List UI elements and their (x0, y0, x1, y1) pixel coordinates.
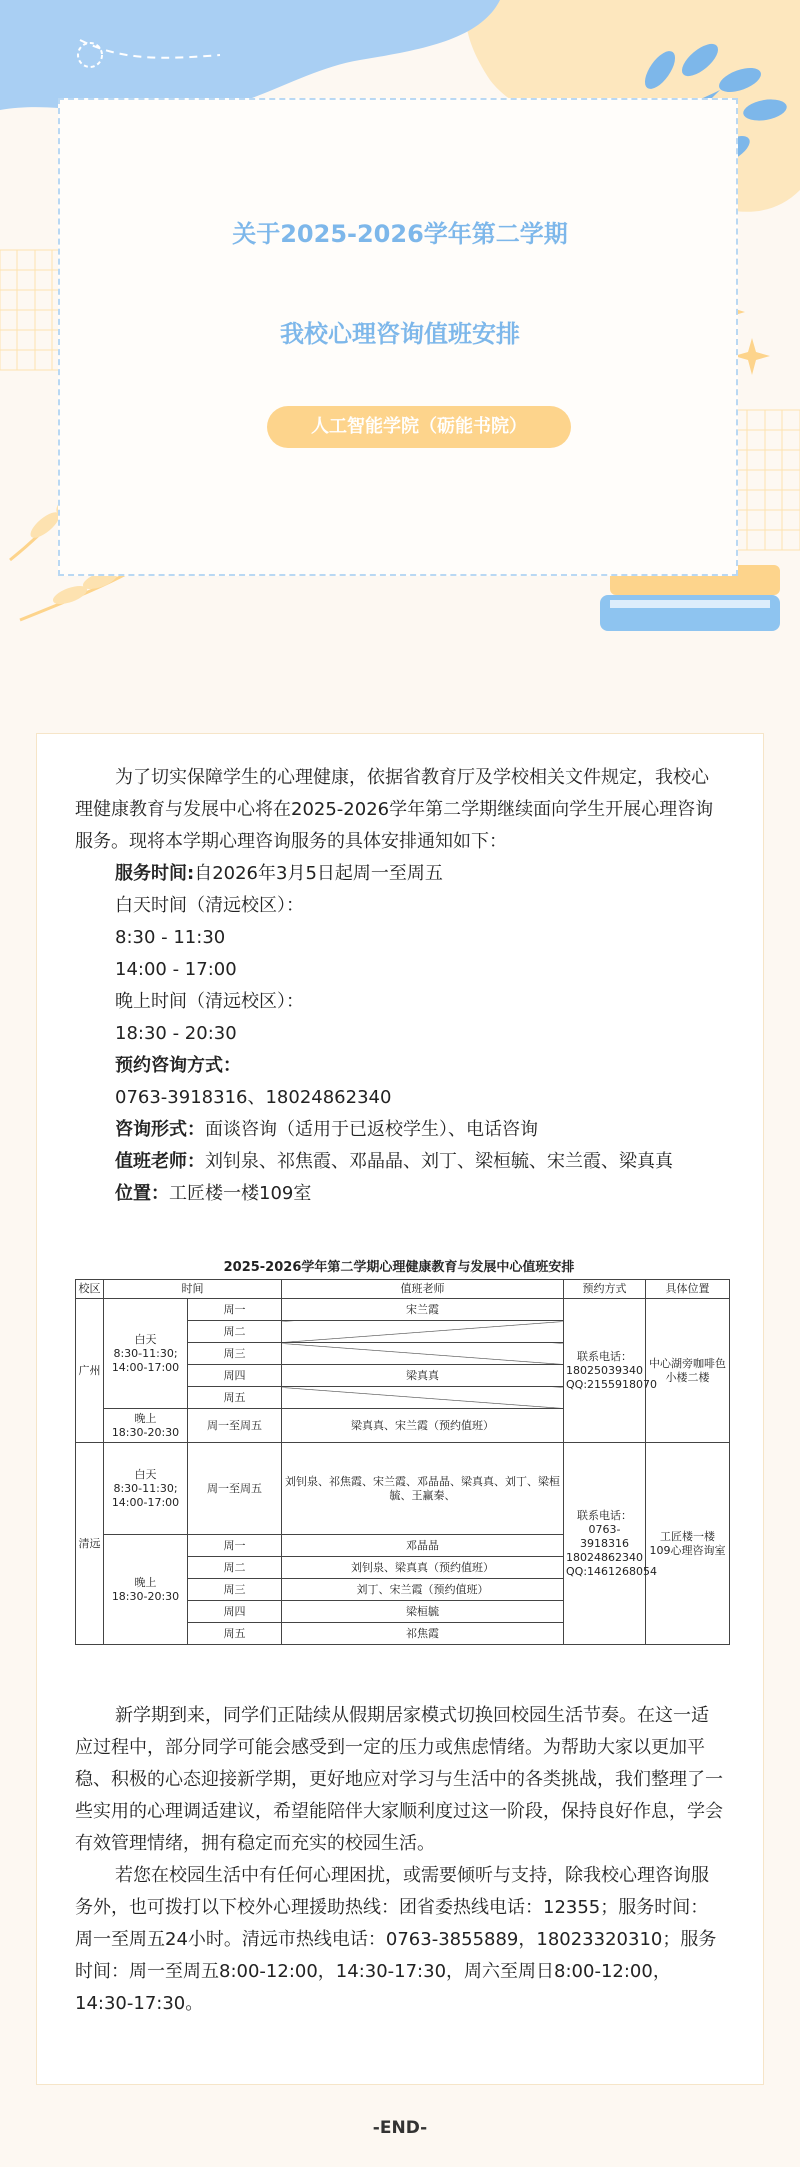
day-time-label: 白天时间（清远校区）： (115, 895, 304, 916)
qy-place: 工匠楼一楼 109心理咨询室 (646, 1443, 730, 1645)
qy-thu-teacher: 梁桓毓 (282, 1601, 564, 1623)
gz-day-time: 白天 8:30-11:30; 14:00-17:00 (104, 1299, 188, 1409)
college-badge: 人工智能学院（砺能书院） (267, 406, 571, 448)
intro-section (75, 762, 723, 1210)
campus-gz: 广州 (76, 1299, 104, 1443)
header-time: 时间 (104, 1280, 282, 1299)
gz-night-teacher: 梁真真、宋兰霞（预约值班） (282, 1409, 564, 1443)
service-time-value: 自2026年3月5日起周一至周五 (194, 863, 443, 884)
gz-mon-teacher: 宋兰霞 (282, 1299, 564, 1321)
gz-wed-empty (282, 1343, 564, 1365)
qy-thu: 周四 (188, 1601, 282, 1623)
gz-place: 中心湖旁咖啡色小楼二楼 (646, 1299, 730, 1443)
form-label: 咨询形式： (115, 1119, 205, 1140)
end-marker: -END- (372, 2118, 428, 2138)
qy-night-time: 晚上 18:30-20:30 (104, 1535, 188, 1645)
service-time-label: 服务时间: (115, 863, 195, 884)
night-time-1: 18:30 - 20:30 (115, 1023, 237, 1044)
form-value: 面谈咨询（适用于已返校学生）、电话咨询 (205, 1119, 538, 1140)
gz-fri-empty (282, 1387, 564, 1409)
qy-wed: 周三 (188, 1579, 282, 1601)
gz-fri: 周五 (188, 1387, 282, 1409)
location-label: 位置： (115, 1183, 169, 1204)
qy-day-teachers: 刘钊泉、祁焦霞、宋兰霞、邓晶晶、梁真真、刘丁、梁桓毓、王赢秦、 (282, 1443, 564, 1535)
qy-fri-teacher: 祁焦霞 (282, 1623, 564, 1645)
booking-label: 预约咨询方式： (115, 1055, 241, 1076)
gz-contact: 联系电话： 18025039340 QQ:2155918070 (564, 1299, 646, 1443)
day-time-2: 14:00 - 17:00 (115, 959, 237, 980)
qy-fri: 周五 (188, 1623, 282, 1645)
teachers-label: 值班老师： (115, 1151, 205, 1172)
gz-wed: 周三 (188, 1343, 282, 1365)
intro-paragraph: 为了切实保障学生的心理健康，依据省教育厅及学校相关文件规定，我校心理健康教育与发展中心将在2025-2026学年第二学期继续面向学生开展心理咨询服务。现将本学期心理咨询服务的具体安排通知如下： (75, 767, 714, 852)
qy-mon: 周一 (188, 1535, 282, 1557)
header-campus: 校区 (76, 1280, 104, 1299)
header-teacher: 值班老师 (282, 1280, 564, 1299)
qy-mon-teacher: 邓晶晶 (282, 1535, 564, 1557)
gz-tue-empty (282, 1321, 564, 1343)
qy-tue-teacher: 刘钊泉、梁真真（预约值班） (282, 1557, 564, 1579)
qy-day-time: 白天 8:30-11:30; 14:00-17:00 (104, 1443, 188, 1535)
page-title-line1: 关于2025-2026学年第二学期 (232, 220, 568, 248)
page-title-line2: 我校心理咨询值班安排 (280, 320, 520, 348)
qy-contact: 联系电话： 0763-3918316 18024862340 QQ:1461268054 (564, 1443, 646, 1645)
gz-mon: 周一 (188, 1299, 282, 1321)
booking-phones: 0763-3918316、18024862340 (115, 1087, 392, 1108)
header-booking: 预约方式 (564, 1280, 646, 1299)
qy-tue: 周二 (188, 1557, 282, 1579)
schedule-table (75, 1279, 730, 1645)
night-time-label: 晚上时间（清远校区）： (115, 991, 304, 1012)
campus-qy: 清远 (76, 1443, 104, 1645)
outro-section (75, 1700, 723, 2020)
adjustment-paragraph: 新学期到来，同学们正陆续从假期居家模式切换回校园生活节奏。在这一适应过程中，部分同学可能会感受到一定的压力或焦虑情绪。为帮助大家以更加平稳、积极的心态迎接新学期，更好地应对学习与生活中的各类挑战，我们整理了一些实用的心理调适建议，希望能陪伴大家顺利度过这一阶段，保持良好作息，学会有效管理情绪，拥有稳定而充实的校园生活。 (75, 1705, 723, 1854)
location-value: 工匠楼一楼109室 (169, 1183, 312, 1204)
gz-mon-fri: 周一至周五 (188, 1409, 282, 1443)
schedule-title: 2025-2026学年第二学期心理健康教育与发展中心值班安排 (223, 1260, 575, 1275)
teachers-value: 刘钊泉、祁焦霞、邓晶晶、刘丁、梁桓毓、宋兰霞、梁真真 (205, 1151, 673, 1172)
hotline-paragraph: 若您在校园生活中有任何心理困扰，或需要倾听与支持，除我校心理咨询服务外，也可拨打以下校外心理援助热线：团省委热线电话：12355；服务时间：周一至周五24小时。清远市热线电话：0763-3855889，18023320310；服务时间：周一至周五8:00-12:00，14:30-17:30，周六至周日8:00-12:00，14:30-17:30。 (75, 1865, 717, 2014)
gz-thu: 周四 (188, 1365, 282, 1387)
gz-tue: 周二 (188, 1321, 282, 1343)
qy-mon-fri: 周一至周五 (188, 1443, 282, 1535)
header-location: 具体位置 (646, 1280, 730, 1299)
gz-night-time: 晚上 18:30-20:30 (104, 1409, 188, 1443)
gz-thu-teacher: 梁真真 (282, 1365, 564, 1387)
qy-wed-teacher: 刘丁、宋兰霞（预约值班） (282, 1579, 564, 1601)
day-time-1: 8:30 - 11:30 (115, 927, 226, 948)
